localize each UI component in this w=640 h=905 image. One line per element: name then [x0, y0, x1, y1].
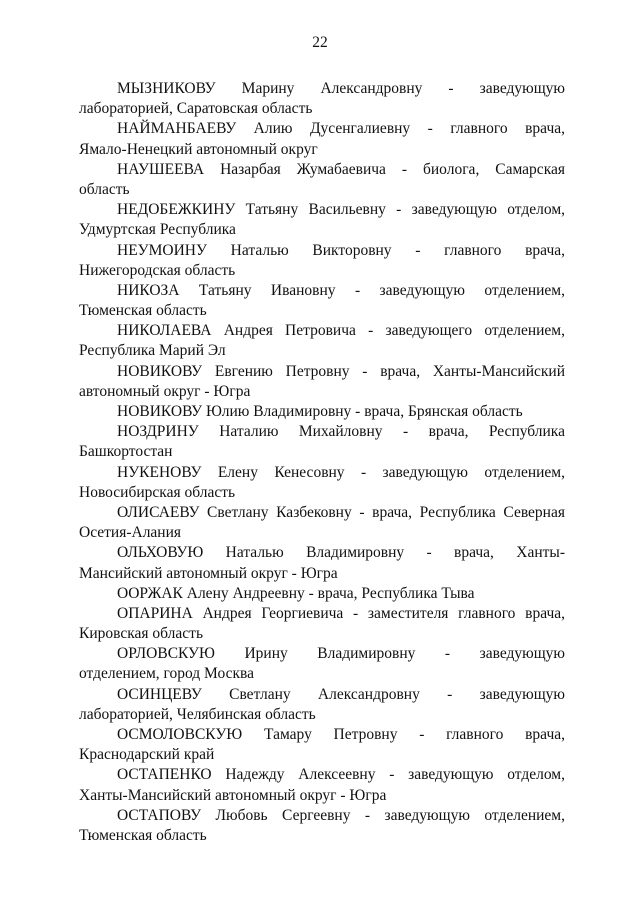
- entry-name-line: ОСИНЦЕВУ Светлану Александровну - заведующую: [117, 685, 565, 703]
- list-item: [79, 321, 565, 361]
- entry-name-line: ООРЖАК Алену Андреевну - врача, Республика Тыва: [117, 584, 475, 602]
- entry-name-line: ОРЛОВСКУЮ Ирину Владимировну - заведующую: [117, 645, 565, 663]
- entry-continuation-line: лабораторией, Саратовская область: [79, 100, 313, 118]
- list-item: [79, 503, 565, 543]
- entry-continuation-line: автономный округ - Югра: [79, 382, 251, 400]
- list-item: [79, 463, 565, 503]
- list-item: [79, 241, 565, 281]
- entry-name-line: ОСТАПЕНКО Надежду Алексеевну - заведующую отделом,: [117, 766, 565, 784]
- entry-name-line: ОЛИСАЕВУ Светлану Казбековну - врача, Республика Северная: [117, 503, 565, 521]
- list-item: [79, 200, 565, 240]
- entry-name-line: НОВИКОВУ Юлию Владимировну - врача, Брянская область: [117, 403, 523, 420]
- list-item: [79, 604, 565, 644]
- entry-name-line: ОПАРИНА Андрея Георгиевича - заместителя главного врача,: [117, 604, 565, 622]
- list-item: [79, 119, 565, 159]
- list-item: [79, 281, 565, 321]
- entry-name-line: НЕУМОИНУ Наталью Викторовну - главного врача,: [117, 241, 565, 259]
- entry-continuation-line: Мансийский автономный округ - Югра: [79, 564, 338, 582]
- entry-name-line: НИКОЗА Татьяну Ивановну - заведующую отделением,: [117, 281, 565, 299]
- entry-continuation-line: Кировская область: [79, 625, 204, 643]
- list-item: [79, 644, 565, 684]
- list-item: [79, 402, 565, 422]
- entry-name-line: НОЗДРИНУ Наталию Михайловну - врача, Республика: [117, 423, 565, 441]
- list-item: [79, 685, 565, 725]
- entry-continuation-line: Республика Марий Эл: [79, 342, 226, 360]
- entry-continuation-line: отделением, город Москва: [79, 665, 254, 683]
- list-item: [79, 79, 565, 119]
- entry-name-line: НИКОЛАЕВА Андрея Петровича - заведующего отделением,: [117, 322, 565, 340]
- entry-name-line: ОСМОЛОВСКУЮ Тамару Петровну - главного врача,: [117, 726, 565, 743]
- entry-continuation-line: лабораторией, Челябинская область: [79, 705, 316, 723]
- entry-name-line: НАУШЕЕВА Назарбая Жумабаевича - биолога, Самарская: [117, 160, 565, 178]
- entry-continuation-line: Краснодарский край: [79, 746, 215, 764]
- entry-continuation-line: Удмуртская Республика: [79, 221, 236, 239]
- entry-continuation-line: Башкортостан: [79, 443, 173, 461]
- entry-continuation-line: область: [79, 180, 130, 198]
- list-item: [79, 806, 565, 846]
- entry-name-line: НАЙМАНБАЕВУ Алию Дусенгалиевну - главного врача,: [117, 120, 565, 138]
- entry-name-line: НЕДОБЕЖКИНУ Татьяну Васильевну - заведующую отделом,: [117, 201, 565, 219]
- page-number: 22: [312, 34, 328, 51]
- entry-continuation-line: Нижегородская область: [79, 261, 236, 279]
- entry-continuation-line: Осетия-Алания: [79, 524, 182, 542]
- entry-name-line: ОЛЬХОВУЮ Наталью Владимировну - врача, Ханты-: [117, 544, 565, 562]
- list-item: [79, 725, 565, 765]
- entry-continuation-line: Ямало-Ненецкий автономный округ: [79, 140, 318, 158]
- award-recipient-list: [79, 79, 565, 846]
- entry-continuation-line: Ханты-Мансийский автономный округ - Югра: [79, 786, 387, 804]
- list-item: [79, 160, 565, 200]
- entry-continuation-line: Новосибирская область: [79, 483, 236, 501]
- entry-name-line: ОСТАПОВУ Любовь Сергеевну - заведующую отделением,: [117, 806, 565, 824]
- entry-name-line: НУКЕНОВУ Елену Кенесовну - заведующую отделением,: [117, 463, 565, 481]
- list-item: [79, 543, 565, 583]
- entry-continuation-line: Тюменская область: [79, 826, 207, 844]
- list-item: [79, 422, 565, 462]
- list-item: [79, 765, 565, 805]
- list-item: [79, 362, 565, 402]
- entry-continuation-line: Тюменская область: [79, 302, 207, 320]
- entry-name-line: МЫЗНИКОВУ Марину Александровну - заведующую: [117, 80, 565, 97]
- list-item: [79, 584, 565, 604]
- entry-name-line: НОВИКОВУ Евгению Петровну - врача, Ханты-Мансийский: [117, 362, 565, 380]
